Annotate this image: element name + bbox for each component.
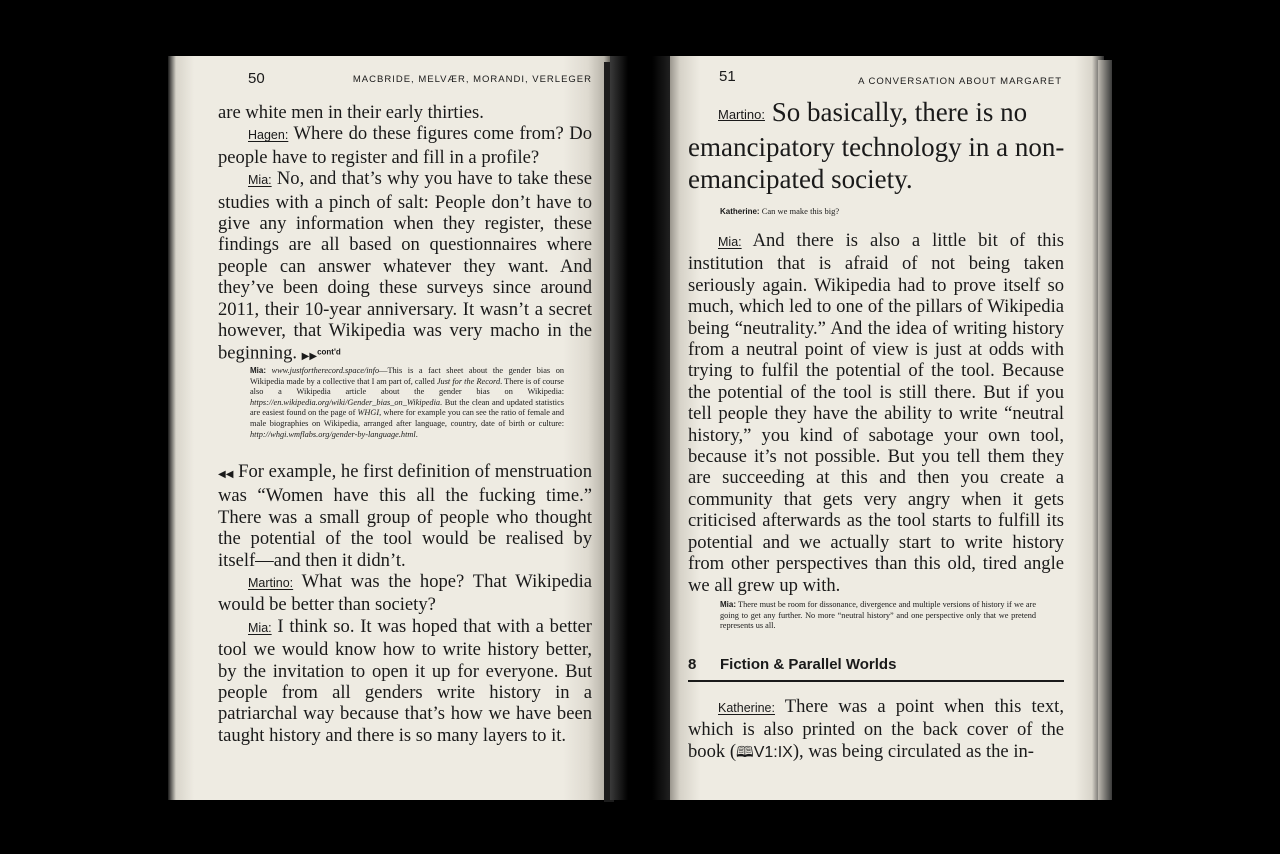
- paragraph-text: What was the hope? That Wikipedia would be better than society?: [218, 571, 593, 616]
- editor-comment: [720, 206, 839, 216]
- speaker-label: Katherine:: [718, 701, 775, 715]
- paragraph-text: No, and that’s why you have to take these studies with a pinch of salt: People don’t have to give any information when they register, these findings are all based on questionnaires where people can answer whatever they want. And they’ve been doing these surveys since around 2011, their 10-year anniversary. It wasn’t a secret however, that Wikipedia was very macho in the beginning.: [218, 168, 592, 364]
- speaker-label: Katherine:: [720, 207, 760, 216]
- footnote: [720, 600, 1036, 632]
- speaker-label: Martino:: [248, 576, 294, 591]
- cross-reference: V1:IX: [753, 743, 793, 761]
- note-text: .: [415, 429, 418, 439]
- fast-forward-icon: ▶▶: [301, 350, 318, 362]
- note-acronym: WHGI: [357, 408, 380, 418]
- speaker-label: Mia:: [720, 600, 736, 609]
- paragraph: [218, 461, 592, 571]
- continued-marker: [301, 347, 341, 362]
- pull-quote-text: So basically, there is no emancipatory technology in a non-emancipated society.: [688, 97, 1065, 194]
- note-text: —This is a fact sheet about the gender bias on Wikipedia made by a collective that I am part of, called: [250, 366, 564, 386]
- footnote: [250, 366, 564, 440]
- paragraph: [218, 168, 592, 367]
- page-number: 51: [719, 68, 736, 85]
- note-text: , where for example you can see the ratio of female and male biographies on Wikipedia, arranged after language, country, date of birth or culture:: [250, 408, 564, 428]
- book-spine: [610, 56, 670, 800]
- paragraph-text: I think so. It was hoped that with a better tool we would know how to write history better, by the invitation to open it up for everyone. But people from all genders write history in a patriarchal way because that’s how we have been taught history and there is so many layers to it.: [218, 615, 592, 746]
- note-link: http://whgi.wmflabs.org/gender-by-language.html: [250, 429, 416, 439]
- paragraph: are white men in their early thirties.: [218, 102, 484, 123]
- speaker-label: Mia:: [248, 173, 272, 188]
- page-number: 50: [248, 70, 265, 87]
- rewind-icon: ◀◀: [218, 469, 234, 480]
- running-head: MACBRIDE, MELVÆR, MORANDI, VERLEGER: [352, 74, 592, 85]
- page-edge: [1098, 60, 1112, 800]
- running-head: A CONVERSATION ABOUT MARGARET: [858, 76, 1062, 87]
- pull-quote: [688, 96, 1066, 195]
- speaker-label: Mia:: [248, 620, 272, 635]
- section-title: Fiction & Parallel Worlds: [720, 656, 897, 673]
- note-link: www.justfortherecord.space/info: [271, 366, 380, 375]
- section-rule: [688, 680, 1064, 682]
- note-text: There must be room for dissonance, divergence and multiple versions of history if we are going to get any further. No more “neutral history” and one perspective only that we pretend represents us all.: [720, 600, 1036, 631]
- paragraph-text: And there is also a little bit of this institution that is afraid of not being taken seriously again. Wikipedia had to prove itself so much, which led to one of the pillars of Wikipedia being “neutrality.” And the idea of writing history from a neutral point of view is just at odds with trying to fulfil the potential of the tool. Because the potential of the tool is still there. But if you tell people they have the ability to write “neutral history,” you kind of sabotage your own tool, because it’s not possible. But you tell them they are succeeding at this and then you create a community that gets very angry when it gets criticised afterwards as the tool starts to fulfill its potential and we actually start to write history from other perspectives than this old, tired angle we all grew up with.: [688, 230, 1065, 596]
- paragraph-text: Where do these figures come from? Do people have to register and fill in a profile?: [218, 123, 592, 168]
- paragraph-text: There was a point when this text, which is also printed on the back cover of the book (: [688, 696, 1064, 762]
- paragraph: [218, 123, 592, 168]
- book-icon: 🕮: [736, 742, 754, 761]
- right-body-bottom: [688, 696, 1064, 763]
- paragraph-text: For example, he first definition of menstruation was “Women have this all the fucking time.” There was a small group of people who thought the potential of the tool would be realised by itself—and then it didn’t.: [218, 461, 592, 571]
- continued-label: cont'd: [317, 347, 341, 357]
- paragraph: [688, 696, 1064, 763]
- note-text: . There is of course also a Wikipedia article about the gender bias on Wikipedia:: [250, 376, 564, 397]
- left-body-top: [218, 102, 592, 367]
- paragraph-text: ), was being circulated as the in-: [792, 740, 1034, 762]
- speaker-label: Mia:: [250, 366, 266, 375]
- speaker-label: Martino:: [718, 106, 765, 122]
- note-title: Just for the Record: [436, 376, 501, 386]
- left-body-bottom: [218, 461, 592, 746]
- paragraph: [218, 571, 592, 616]
- note-text: . But the clean and updated statistics are easiest found on the page of: [250, 397, 564, 418]
- paragraph: [218, 616, 592, 746]
- section-number: 8: [688, 656, 697, 673]
- note-link: https://en.wikipedia.org/wiki/Gender_bias_on_Wikipedia: [250, 397, 441, 407]
- left-page: [168, 56, 610, 800]
- right-page: [670, 56, 1104, 800]
- speaker-label: Mia:: [718, 235, 742, 249]
- right-body: [688, 230, 1064, 596]
- comment-text: Can we make this big?: [761, 206, 840, 216]
- paragraph: [688, 230, 1064, 596]
- speaker-label: Hagen:: [248, 128, 289, 143]
